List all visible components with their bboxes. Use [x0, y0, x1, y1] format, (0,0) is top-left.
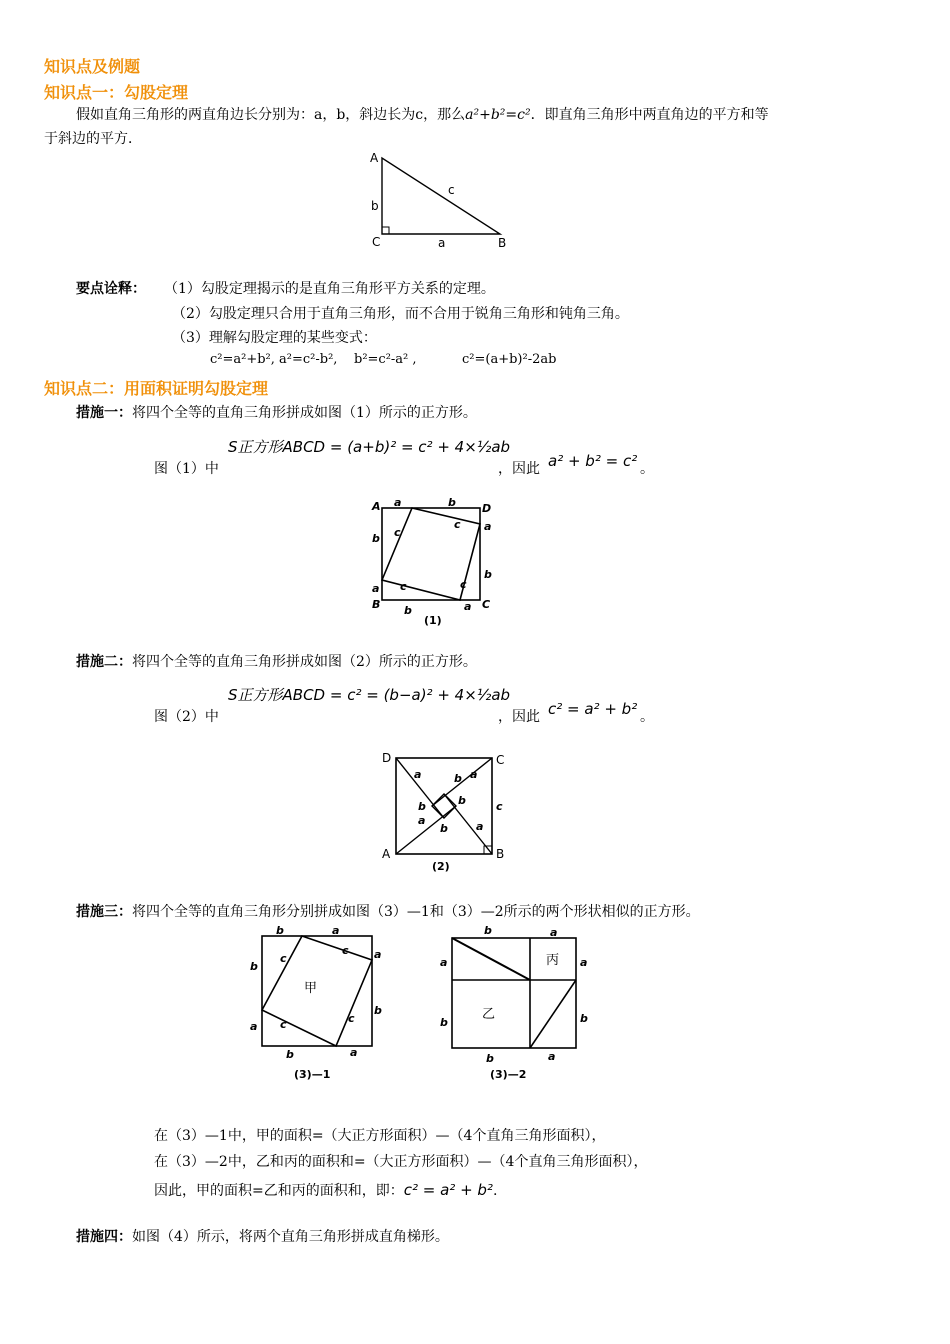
- label-yi: 乙: [482, 1007, 496, 1022]
- vertex-C: C: [372, 235, 381, 249]
- svg-text:b: b: [580, 1012, 588, 1025]
- method2-formula: S正方形ABCD = c² = (b−a)² + 4×½ab: [228, 686, 511, 704]
- svg-text:b: b: [440, 1016, 448, 1029]
- svg-text:c: c: [348, 1012, 355, 1025]
- method3-formula: c² = a² + b²: [403, 1181, 493, 1199]
- method1-end: 。: [640, 461, 654, 477]
- svg-text:a: a: [550, 926, 558, 939]
- svg-text:b: b: [372, 532, 380, 545]
- svg-text:A: A: [382, 847, 391, 861]
- svg-text:b: b: [440, 822, 448, 835]
- svg-text:b: b: [448, 496, 456, 509]
- svg-text:c: c: [460, 578, 467, 591]
- svg-text:a: a: [548, 1050, 556, 1063]
- svg-text:D: D: [482, 502, 492, 515]
- svg-text:b: b: [454, 772, 462, 785]
- svg-text:a: a: [372, 582, 380, 595]
- svg-text:A: A: [372, 500, 381, 513]
- svg-text:a: a: [414, 768, 422, 781]
- svg-text:b: b: [458, 794, 466, 807]
- svg-text:a: a: [394, 496, 402, 509]
- method3-line2: 在（3）—2中，乙和丙的面积和=（大正方形面积）—（4个直角三角形面积），: [154, 1154, 648, 1170]
- section1-title: 知识点一：勾股定理: [44, 83, 189, 102]
- method1-mid: ，因此: [498, 461, 540, 477]
- svg-text:c: c: [394, 526, 401, 539]
- svg-text:b: b: [286, 1048, 294, 1061]
- pythagoras-paragraph-cont: 于斜边的平方．: [44, 131, 142, 147]
- note-1: （1）勾股定理揭示的是直角三角形平方关系的定理。: [164, 281, 495, 297]
- method2-mid: ，因此: [498, 709, 540, 725]
- svg-text:a: a: [470, 768, 478, 781]
- svg-text:c: c: [280, 1018, 287, 1031]
- svg-text:b: b: [374, 1004, 382, 1017]
- method2-prefix: 图（2）中: [154, 709, 219, 725]
- svg-text:c: c: [342, 944, 349, 957]
- note-3: （3）理解勾股定理的某些变式：: [172, 330, 377, 346]
- svg-text:b: b: [418, 800, 426, 813]
- figure-1: [364, 494, 500, 626]
- method1-prefix: 图（1）中: [154, 461, 219, 477]
- section2-title: 知识点二：用面积证明勾股定理: [44, 379, 269, 398]
- svg-text:c: c: [280, 952, 287, 965]
- svg-text:b: b: [250, 960, 258, 973]
- svg-text:B: B: [496, 847, 505, 861]
- svg-text:a: a: [250, 1020, 258, 1033]
- right-triangle-figure: [360, 148, 520, 254]
- main-heading: 知识点及例题: [44, 57, 141, 76]
- method1-formula: S正方形ABCD = (a+b)² = c² + 4×½ab: [228, 438, 511, 456]
- svg-text:a: a: [418, 814, 426, 827]
- svg-text:b: b: [484, 924, 492, 937]
- variant-1: c²=a²+b², a²=c²-b²,: [210, 352, 338, 367]
- note-2: （2）勾股定理只合用于直角三角形，而不合用于锐角三角形和钝角三角。: [172, 306, 629, 322]
- svg-text:a: a: [350, 1046, 358, 1059]
- figure-1-caption: (1): [424, 614, 442, 626]
- method3-line3: 因此，甲的面积=乙和丙的面积和，即：c² = a² + b².: [154, 1181, 498, 1199]
- svg-text:c: c: [400, 580, 407, 593]
- svg-text:a: a: [580, 956, 588, 969]
- figure-3-1: [240, 922, 390, 1082]
- method1-result: a² + b² = c²: [548, 452, 638, 470]
- method2-result: c² = a² + b²: [548, 700, 638, 718]
- variant-2: b²=c²-a² ,: [354, 352, 417, 367]
- method4-line: 措施四：如图（4）所示，将两个直角三角形拼成直角梯形。: [76, 1229, 449, 1245]
- label-bing: 丙: [546, 953, 560, 968]
- svg-text:b: b: [276, 924, 284, 937]
- vertex-B: B: [498, 236, 507, 250]
- method2-end: 。: [640, 709, 654, 725]
- svg-text:C: C: [496, 753, 505, 767]
- method3-line: 措施三：将四个全等的直角三角形分别拼成如图（3）—1和（3）—2所示的两个形状相似的正方形。: [76, 904, 700, 920]
- svg-text:a: a: [332, 924, 340, 937]
- svg-text:c: c: [454, 518, 461, 531]
- svg-text:b: b: [484, 568, 492, 581]
- svg-text:a: a: [464, 600, 472, 613]
- svg-text:a: a: [440, 956, 448, 969]
- svg-text:a: a: [484, 520, 492, 533]
- side-c: c: [448, 183, 455, 197]
- label-jia: 甲: [304, 981, 318, 996]
- side-b: b: [371, 199, 379, 213]
- svg-text:a: a: [476, 820, 484, 833]
- figure-3-2: [430, 922, 600, 1082]
- method2-line: 措施二：将四个全等的直角三角形拼成如图（2）所示的正方形。: [76, 654, 477, 670]
- svg-text:a: a: [374, 948, 382, 961]
- figure-2-caption: (2): [432, 860, 450, 872]
- svg-text:B: B: [372, 598, 381, 611]
- notes-label: 要点诠释：: [76, 281, 146, 297]
- svg-text:C: C: [482, 598, 491, 611]
- figure-2: [374, 748, 514, 872]
- pythagoras-paragraph: 假如直角三角形的两直角边长分别为：a，b，斜边长为c，那么a²+b²=c²．即直角三角形中两直角边的平方和等: [76, 107, 769, 123]
- variant-3: c²=(a+b)²-2ab: [462, 352, 557, 367]
- svg-text:c: c: [496, 800, 503, 813]
- pythagoras-formula: a²+b²=c²: [465, 107, 531, 123]
- vertex-A: A: [370, 151, 379, 165]
- svg-text:b: b: [404, 604, 412, 617]
- figure-3-2-caption: (3)—2: [490, 1068, 527, 1081]
- figure-3-1-caption: (3)—1: [294, 1068, 331, 1081]
- method3-line1: 在（3）—1中，甲的面积=（大正方形面积）—（4个直角三角形面积），: [154, 1128, 606, 1144]
- svg-text:b: b: [486, 1052, 494, 1065]
- side-a: a: [438, 236, 446, 250]
- method1-line: 措施一：将四个全等的直角三角形拼成如图（1）所示的正方形。: [76, 405, 477, 421]
- svg-text:D: D: [382, 751, 392, 765]
